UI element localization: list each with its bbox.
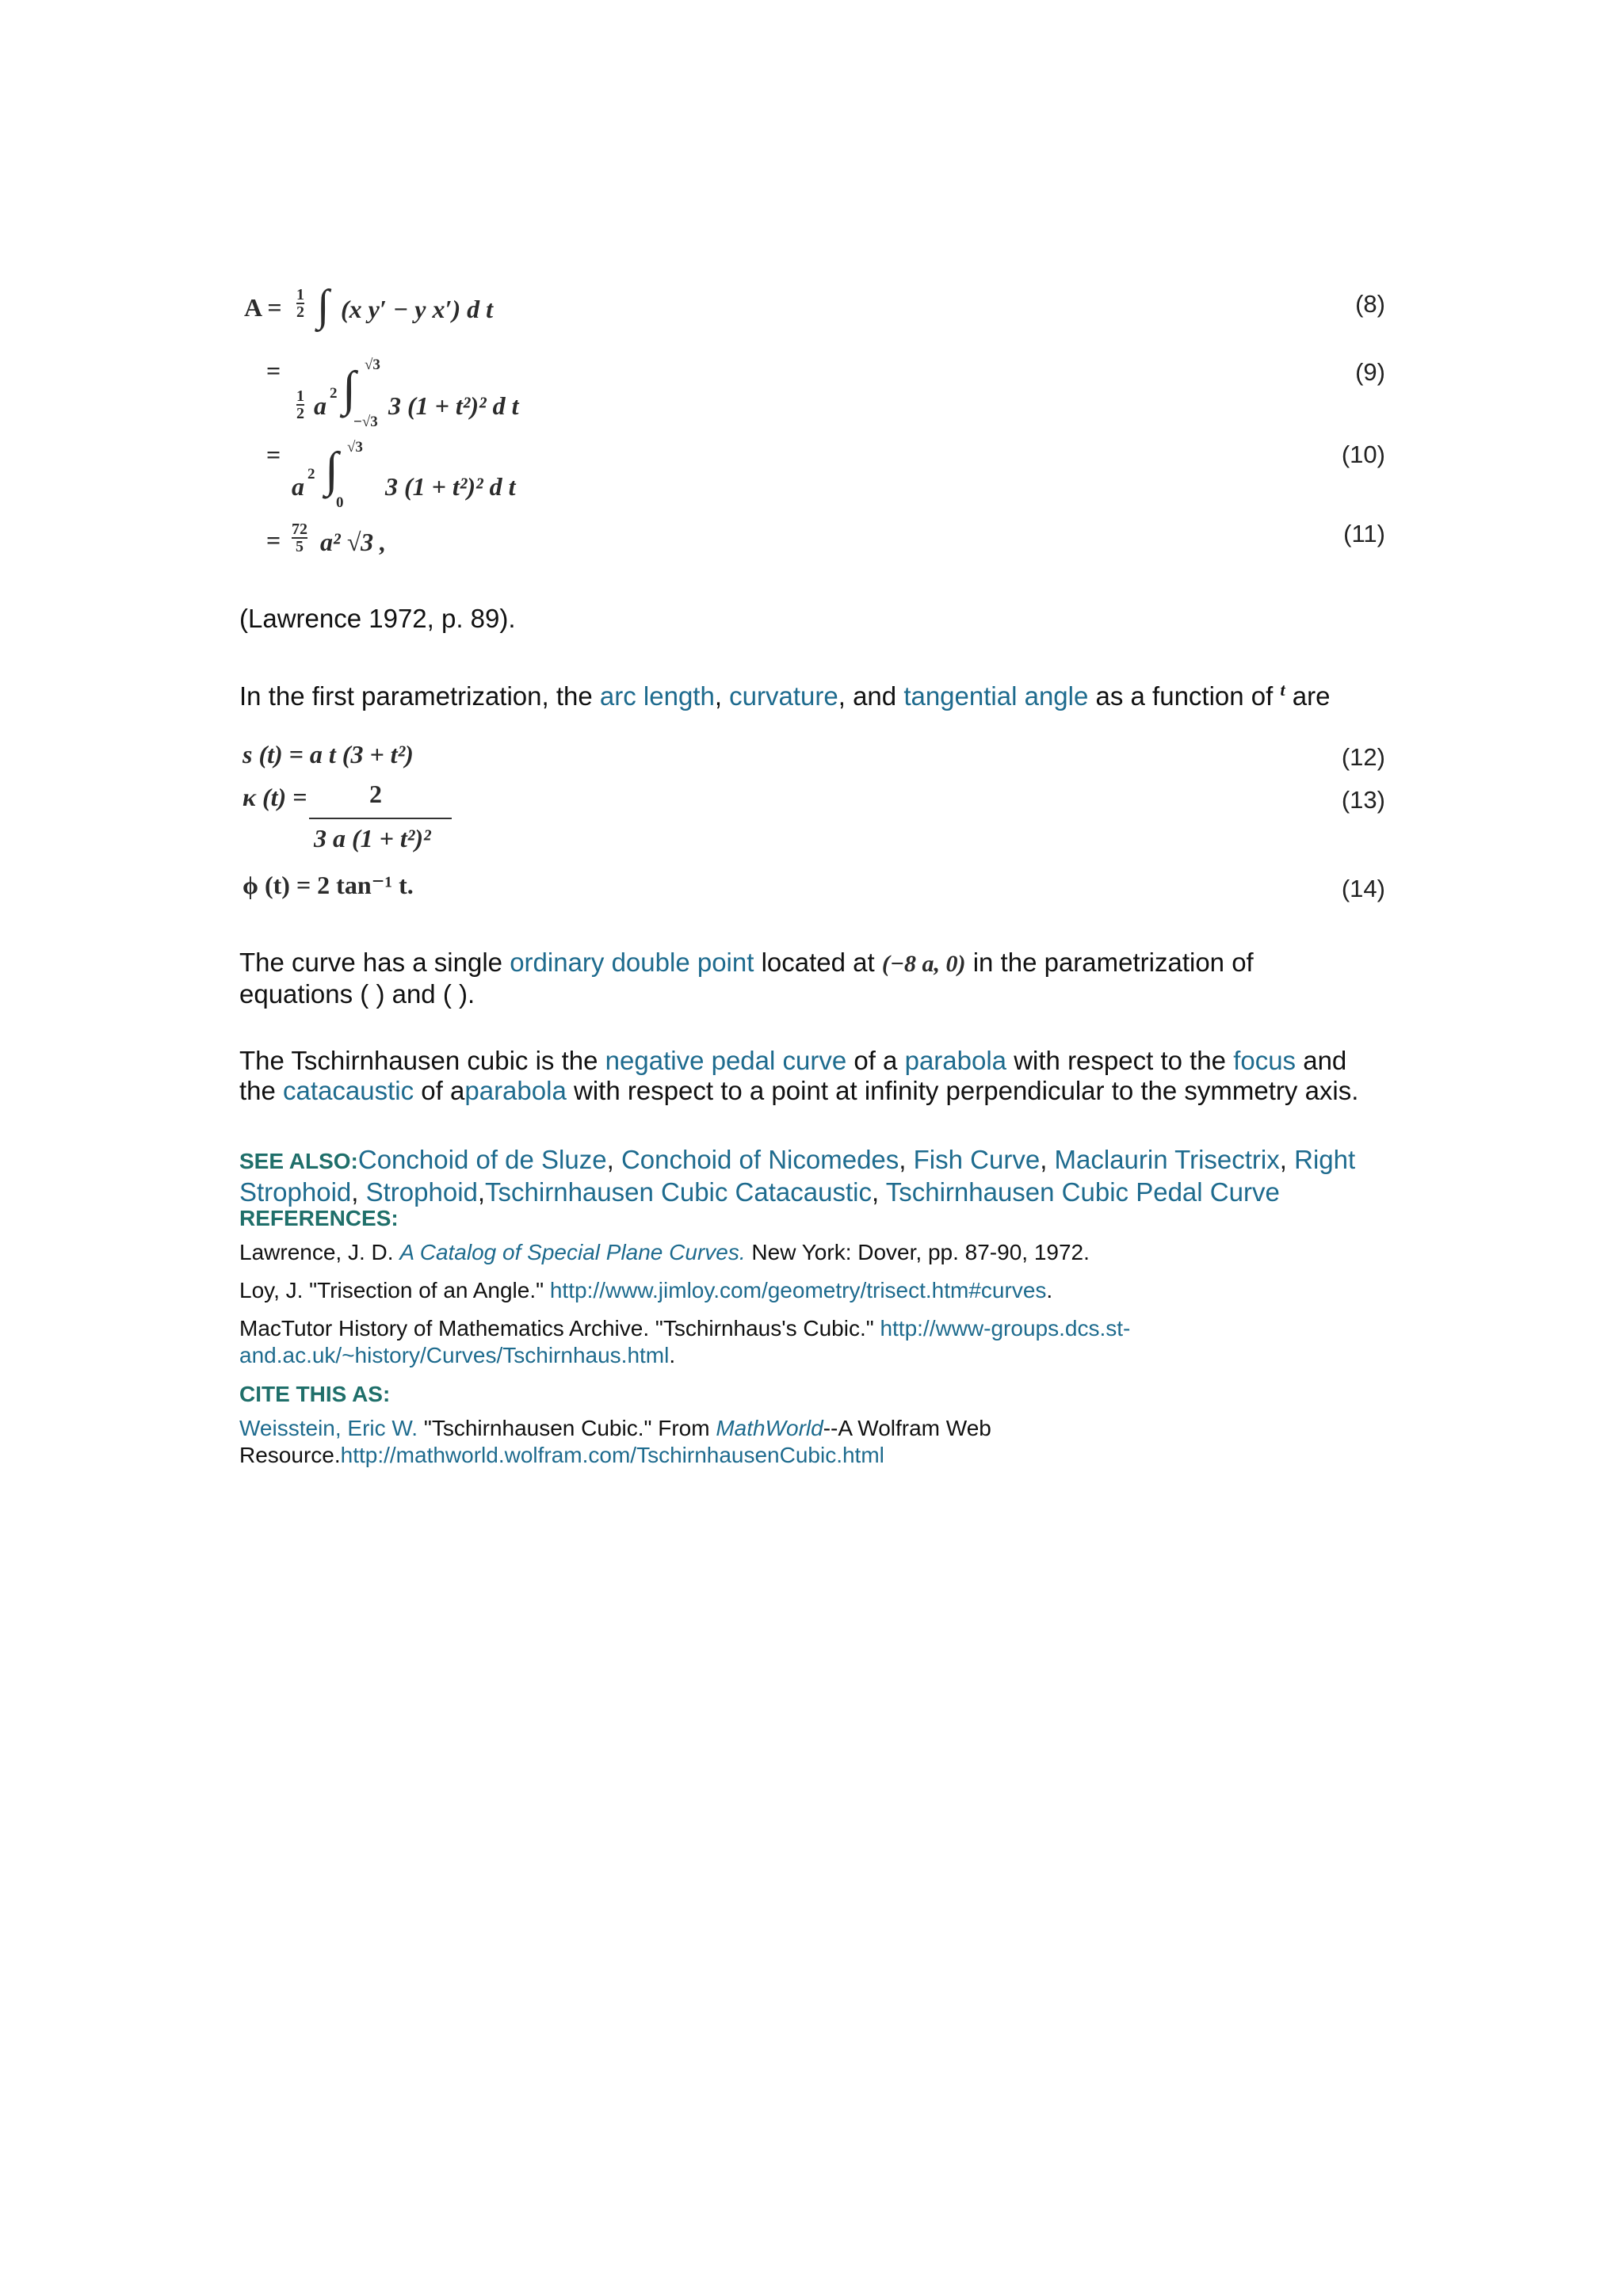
eq9-a: a bbox=[314, 391, 327, 420]
pedal-text-7: with respect to a point at infinity perpendicular to the symmetry axis. bbox=[566, 1076, 1359, 1105]
link-focus[interactable]: focus bbox=[1233, 1046, 1296, 1075]
eq12-number: (12) bbox=[1341, 743, 1385, 771]
equation-10 bbox=[238, 441, 555, 512]
integral-sign-icon: ∫ bbox=[325, 443, 338, 497]
see-also-link-fish-curve[interactable]: Fish Curve bbox=[913, 1145, 1041, 1174]
see-also-section: SEE ALSO:Conchoid of de Sluze, Conchoid of Nicomedes, Fish Curve, Maclaurin Trisectrix, Right Strophoid, Strophoid,Tschirnhausen Cubic Catacaustic, Tschirnhausen Cubic Pedal Curve bbox=[239, 1145, 1356, 1207]
pedal-text-4: and bbox=[1296, 1046, 1347, 1075]
dp-line-2: equations ( ) and ( ). bbox=[239, 979, 475, 1009]
eq11-frac-num: 72 bbox=[292, 521, 307, 538]
equation-11 bbox=[238, 518, 475, 566]
see-also-link-conchoid-de-sluze[interactable]: Conchoid of de Sluze bbox=[357, 1145, 607, 1174]
cite-text-1: "Tschirnhausen Cubic." From bbox=[418, 1416, 716, 1440]
eq9-upper-limit: √3 bbox=[365, 357, 380, 373]
cite-text bbox=[239, 1415, 1396, 1469]
ref3-end: . bbox=[669, 1343, 676, 1367]
eq8-integrand: (x y′ − y x′) d t bbox=[341, 295, 493, 323]
param-text-after: as a function of bbox=[1088, 681, 1281, 711]
pedal-paragraph bbox=[239, 1046, 1428, 1106]
eq13-numerator: 2 bbox=[369, 780, 382, 808]
eq10-lower-limit: 0 bbox=[336, 494, 344, 511]
param-sep-2: , and bbox=[838, 681, 904, 711]
link-curvature[interactable]: curvature bbox=[729, 681, 838, 711]
param-sep-1: , bbox=[714, 681, 730, 711]
param-text-before: In the first parametrization, the bbox=[239, 681, 600, 711]
dp-point: (−8 a, 0) bbox=[881, 951, 966, 977]
link-parabola-2[interactable]: parabola bbox=[464, 1076, 567, 1105]
eq9-lower-limit: −√3 bbox=[353, 414, 378, 430]
see-also-link-strophoid[interactable]: Strophoid bbox=[365, 1177, 478, 1207]
equation-14: ϕ (t) = 2 tan⁻¹ t. bbox=[242, 871, 414, 899]
ref2-url-link[interactable]: http://www.jimloy.com/geometry/trisect.htm#curves bbox=[549, 1278, 1047, 1302]
cite-heading: CITE THIS AS: bbox=[239, 1382, 391, 1406]
integral-sign-icon: ∫ bbox=[317, 281, 330, 330]
eq10-upper-limit: √3 bbox=[347, 439, 363, 456]
eq8-number: (8) bbox=[1355, 290, 1385, 318]
eq13-number: (13) bbox=[1341, 786, 1385, 814]
link-arc-length[interactable]: arc length bbox=[599, 681, 715, 711]
eq10-integrand: 3 (1 + t²)² d t bbox=[385, 472, 516, 501]
ref1-title-link[interactable]: A Catalog of Special Plane Curves. bbox=[399, 1240, 746, 1264]
equation-12: s (t) = a t (3 + t²) bbox=[242, 740, 414, 769]
ref1-rest: New York: Dover, pp. 87-90, 1972. bbox=[745, 1240, 1090, 1264]
equation-8 bbox=[238, 281, 555, 333]
eq11-rest: a² √3 , bbox=[320, 528, 387, 556]
equation-9 bbox=[238, 357, 571, 428]
integral-sign-icon: ∫ bbox=[342, 362, 356, 416]
link-parabola[interactable]: parabola bbox=[904, 1046, 1007, 1075]
pedal-text-3: with respect to the bbox=[1006, 1046, 1234, 1075]
eq8-lhs: A = bbox=[244, 293, 282, 322]
dp-text-after: in the parametrization of bbox=[965, 948, 1254, 977]
eq9-frac-den: 2 bbox=[296, 405, 304, 422]
cite-resource: Resource. bbox=[239, 1443, 341, 1467]
pedal-text-5: the bbox=[239, 1076, 284, 1105]
eq10-equals: = bbox=[266, 441, 281, 469]
eq8-frac-den: 2 bbox=[296, 303, 304, 321]
param-text-end: are bbox=[1285, 681, 1331, 711]
equation-13 bbox=[242, 780, 559, 859]
pedal-text-1: The Tschirnhausen cubic is the bbox=[239, 1046, 605, 1075]
eq11-fraction bbox=[292, 521, 307, 555]
eq9-fraction bbox=[296, 388, 304, 421]
reference-1 bbox=[239, 1239, 1396, 1266]
eq8-fraction bbox=[296, 287, 304, 320]
see-also-link-maclaurin-trisectrix[interactable]: Maclaurin Trisectrix bbox=[1054, 1145, 1280, 1174]
param-paragraph bbox=[239, 675, 1396, 711]
ref3-text: MacTutor History of Mathematics Archive. "Tschirnhaus's Cubic." bbox=[239, 1316, 880, 1341]
see-also-link-tschirnhausen-catacaustic[interactable]: Tschirnhausen Cubic Catacaustic bbox=[485, 1177, 872, 1207]
eq9-frac-num: 1 bbox=[296, 387, 304, 405]
eq10-a: a bbox=[292, 472, 304, 501]
eq14-number: (14) bbox=[1341, 875, 1385, 902]
eq10-sup: 2 bbox=[307, 466, 315, 482]
eq10-number: (10) bbox=[1341, 441, 1385, 468]
dp-text-before: The curve has a single bbox=[239, 948, 510, 977]
ref3-url-link-cont[interactable]: and.ac.uk/~history/Curves/Tschirnhaus.html bbox=[239, 1343, 670, 1367]
eq9-equals: = bbox=[266, 357, 281, 385]
cite-url-link[interactable]: http://mathworld.wolfram.com/TschirnhausenCubic.html bbox=[340, 1443, 884, 1467]
eq9-number: (9) bbox=[1355, 358, 1385, 386]
dp-text-mid: located at bbox=[754, 948, 882, 977]
cite-site-link[interactable]: MathWorld bbox=[716, 1416, 823, 1440]
eq9-integrand: 3 (1 + t²)² d t bbox=[388, 391, 519, 420]
double-point-paragraph bbox=[239, 948, 1396, 1009]
ref2-text: Loy, J. "Trisection of an Angle." bbox=[239, 1278, 550, 1302]
eq13-lhs: κ (t) = bbox=[242, 783, 307, 811]
eq13-denominator: 3 a (1 + t²)² bbox=[314, 824, 431, 852]
link-negative-pedal-curve[interactable]: negative pedal curve bbox=[605, 1046, 847, 1075]
eq11-frac-den: 5 bbox=[292, 537, 307, 555]
eq11-number: (11) bbox=[1343, 520, 1385, 547]
eq13-fraction-bar bbox=[309, 818, 452, 819]
reference-3 bbox=[239, 1315, 1396, 1369]
see-also-link-conchoid-nicomedes[interactable]: Conchoid of Nicomedes bbox=[621, 1145, 899, 1174]
cite-author-link[interactable]: Weisstein, Eric W. bbox=[239, 1416, 418, 1440]
see-also-heading: SEE ALSO: bbox=[239, 1149, 358, 1173]
ref3-url-link[interactable]: http://www-groups.dcs.st- bbox=[880, 1316, 1131, 1341]
citation: (Lawrence 1972, p. 89). bbox=[239, 604, 516, 633]
link-ordinary-double-point[interactable]: ordinary double point bbox=[510, 948, 754, 977]
see-also-link-tschirnhausen-pedal[interactable]: Tschirnhausen Cubic Pedal Curve bbox=[885, 1177, 1280, 1207]
ref2-end: . bbox=[1046, 1278, 1053, 1302]
param-var-t: t bbox=[1280, 680, 1285, 700]
see-also-link-right-strophoid[interactable]: Right Strophoid bbox=[239, 1145, 1356, 1207]
ref1-author: Lawrence, J. D. bbox=[239, 1240, 400, 1264]
link-catacaustic[interactable]: catacaustic bbox=[283, 1076, 414, 1105]
eq9-sup: 2 bbox=[330, 385, 338, 402]
cite-text-2: --A Wolfram Web bbox=[823, 1416, 991, 1440]
pedal-text-2: of a bbox=[846, 1046, 905, 1075]
references-heading: REFERENCES: bbox=[239, 1206, 399, 1230]
eq8-frac-num: 1 bbox=[296, 286, 304, 303]
link-tangential-angle[interactable]: tangential angle bbox=[903, 681, 1089, 711]
eq11-equals: = bbox=[266, 526, 281, 555]
pedal-text-6: of a bbox=[414, 1076, 465, 1105]
reference-2 bbox=[239, 1277, 1396, 1304]
